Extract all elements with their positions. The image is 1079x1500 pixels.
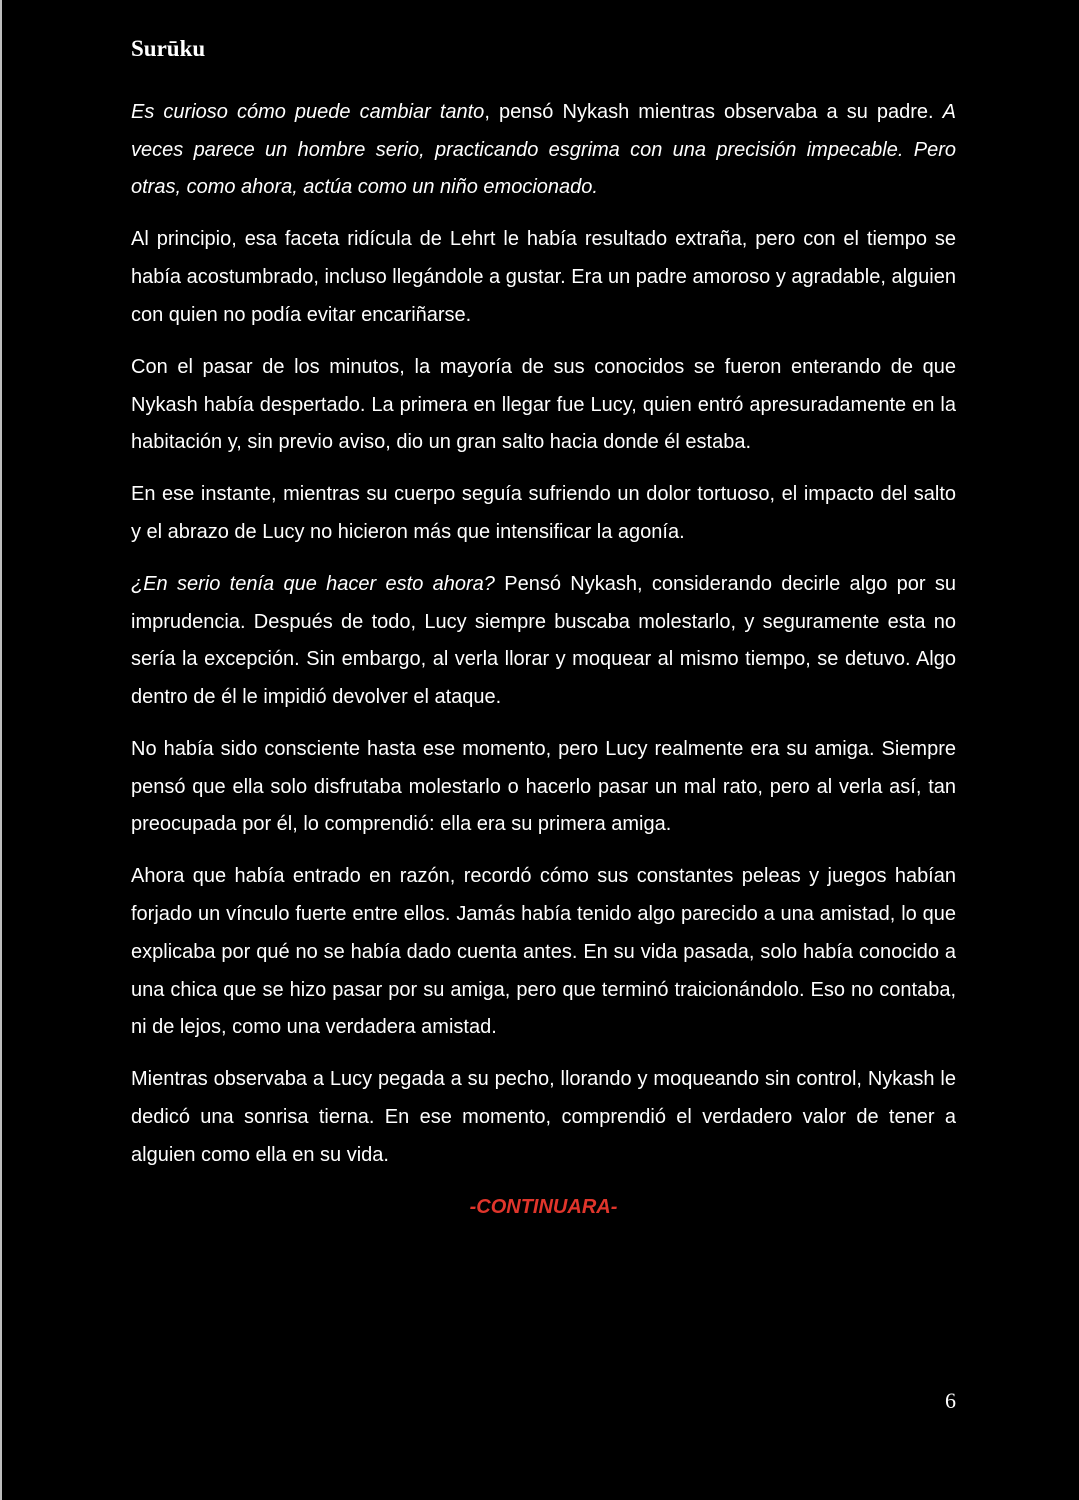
narration-text: , pensó Nykash mientras observaba a su padre. — [484, 101, 943, 123]
paragraph — [131, 731, 956, 844]
paragraph — [131, 1061, 956, 1174]
italic-thought: Es curioso cómo puede cambiar tanto — [131, 101, 485, 123]
narration-text: En ese instante, mientras su cuerpo seguía sufriendo un dolor tortuoso, el impacto del salto y el abrazo de Lucy no hicieron más que intensificar la agonía. — [131, 483, 956, 543]
narration-text: Mientras observaba a Lucy pegada a su pecho, llorando y moqueando sin control, Nykash le dedicó una sonrisa tierna. En ese momento, comprendió el verdadero valor de tener a alguien como ella en su vida. — [131, 1068, 956, 1166]
paragraph — [131, 349, 956, 462]
italic-thought: A veces parece un hombre serio, practicando esgrima con una precisión impecable. Pero otras, como ahora, actúa como un niño emocionado. — [131, 101, 957, 199]
paragraph — [131, 566, 956, 717]
running-header: Surūku — [131, 36, 206, 61]
narration-text: Pensó Nykash, considerando decirle algo por su imprudencia. Después de todo, Lucy siempre buscaba molestarlo, y seguramente esta no sería la excepción. Sin embargo, al verla llorar y moquear al mismo tiempo, se detuvo. Algo dentro de él le impidió devolver el ataque. — [131, 572, 957, 709]
chapter-body — [131, 94, 956, 1241]
page-number: 6 — [945, 1388, 956, 1413]
narration-text: Con el pasar de los minutos, la mayoría de sus conocidos se fueron enterando de que Nykash había despertado. La primera en llegar fue Lucy, quien entró apresuradamente en la habitación y, sin previo aviso, dio un gran salto hacia donde él estaba. — [131, 355, 956, 454]
narration-text: Al principio, esa faceta ridícula de Lehrt le había resultado extraña, pero con el tiempo se había acostumbrado, incluso llegándole a gustar. Era un padre amoroso y agradable, alguien con quien no podía evitar encariñarse. — [131, 228, 956, 326]
continuation-marker: -CONTINUARA- — [469, 1195, 618, 1218]
paragraph — [131, 858, 956, 1047]
paragraph — [131, 476, 956, 551]
paragraph — [131, 221, 956, 334]
paragraph — [131, 94, 956, 207]
narration-text: Ahora que había entrado en razón, recordó cómo sus constantes peleas y juegos habían forjado un vínculo fuerte entre ellos. Jamás había tenido algo parecido a una amistad, lo que explicaba por qué no se había dado cuenta antes. En su vida pasada, solo había conocido a una chica que se hizo pasar por su amiga, pero que terminó traicionándolo. Eso no contaba, ni de lejos, como una verdadera amistad. — [131, 865, 956, 1039]
narration-text: No había sido consciente hasta ese momento, pero Lucy realmente era su amiga. Siempre pensó que ella solo disfrutaba molestarlo o hacerlo pasar un mal rato, pero al verla así, tan preocupada por él, lo comprendió: ella era su primera amiga. — [131, 738, 956, 836]
italic-thought: ¿En serio tenía que hacer esto ahora? — [131, 572, 495, 595]
